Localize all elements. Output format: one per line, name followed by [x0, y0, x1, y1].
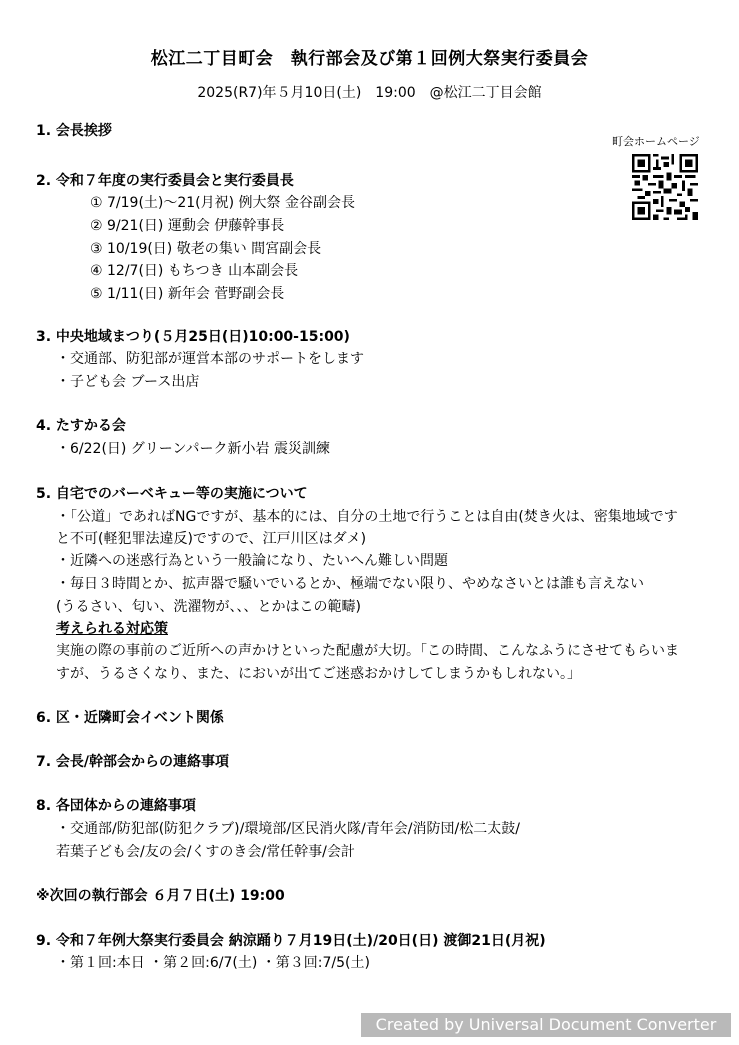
list-item: ・6/22(日) グリーンパーク新小岩 震災訓練: [56, 441, 331, 457]
qr-label: 町会ホームページ: [612, 135, 700, 148]
next-meeting-note: ※次回の執行部会 ６月７日(土) 19:00: [36, 888, 285, 904]
page-title: 松江二丁目町会 執行部会及び第１回例大祭実行委員会: [150, 49, 589, 69]
list-item: ・「公道」であればNGですが、基本的には、自分の土地で行うことは自由(焚き火は、密集地域です: [56, 509, 678, 525]
list-item: ③ 10/19(日) 敬老の集い 間宮副会長: [90, 241, 322, 257]
section-9-heading: 9. 令和７年例大祭実行委員会 納涼踊り７月19日(土)/20日(日) 渡御21日(月祝): [36, 933, 546, 949]
list-item: ・近隣への迷惑行為という一般論になり、たいへん難しい問題: [56, 553, 448, 569]
qr-code-icon[interactable]: [632, 154, 698, 220]
section-3-heading: 3. 中央地域まつり(５月25日(日)10:00-15:00): [36, 329, 350, 345]
list-item: ④ 12/7(日) もちつき 山本副会長: [90, 263, 299, 279]
section-5-heading: 5. 自宅でのバーベキュー等の実施について: [36, 486, 308, 502]
section-2-heading: 2. 令和７年度の実行委員会と実行委員長: [36, 173, 294, 189]
list-item: ・毎日３時間とか、拡声器で騒いでいるとか、極端でない限り、やめなさいとは誰も言えない: [56, 576, 644, 592]
list-item: ② 9/21(日) 運動会 伊藤幹事長: [90, 218, 285, 234]
section-8-heading: 8. 各団体からの連絡事項: [36, 798, 196, 814]
list-item: 若葉子ども会/友の会/くすのき会/常任幹事/会計: [56, 844, 355, 860]
list-item: と不可(軽犯罪法違反)ですので、江戸川区はダメ): [56, 531, 367, 547]
watermark: Created by Universal Document Converter: [361, 1013, 731, 1037]
meeting-datetime: 2025(R7)年５月10日(土) 19:00 @松江二丁目会館: [197, 85, 542, 101]
section-7-heading: 7. 会長/幹部会からの連絡事項: [36, 754, 230, 770]
list-item: (うるさい、匂い、洗濯物が、、、とかはこの範疇): [56, 599, 361, 615]
list-item: ・交通部/防犯部(防犯クラブ)/環境部/区民消火隊/青年会/消防団/松二太鼓/: [56, 821, 520, 837]
countermeasures-subheading: 考えられる対応策: [56, 621, 168, 637]
list-item: ・第１回:本日 ・第２回:6/7(土) ・第３回:7/5(土): [56, 955, 370, 971]
section-1-heading: 1. 会長挨拶: [36, 123, 112, 139]
list-item: ・子ども会 ブース出店: [56, 374, 200, 390]
list-item: ・交通部、防犯部が運営本部のサポートをします: [56, 351, 364, 367]
section-6-heading: 6. 区・近隣町会イベント関係: [36, 710, 224, 726]
list-item: ① 7/19(土)～21(月祝) 例大祭 金谷副会長: [90, 195, 356, 211]
list-item: ⑤ 1/11(日) 新年会 菅野副会長: [90, 286, 285, 302]
countermeasures-note: 実施の際の事前のご近所への声かけといった配慮が大切。「この時間、こんなふうにさせてもらいま: [56, 643, 679, 659]
section-4-heading: 4. たすかる会: [36, 418, 126, 434]
countermeasures-note: すが、うるさくなり、また、においが出てご迷惑おかけしてしまうかもしれない。」: [56, 666, 581, 682]
